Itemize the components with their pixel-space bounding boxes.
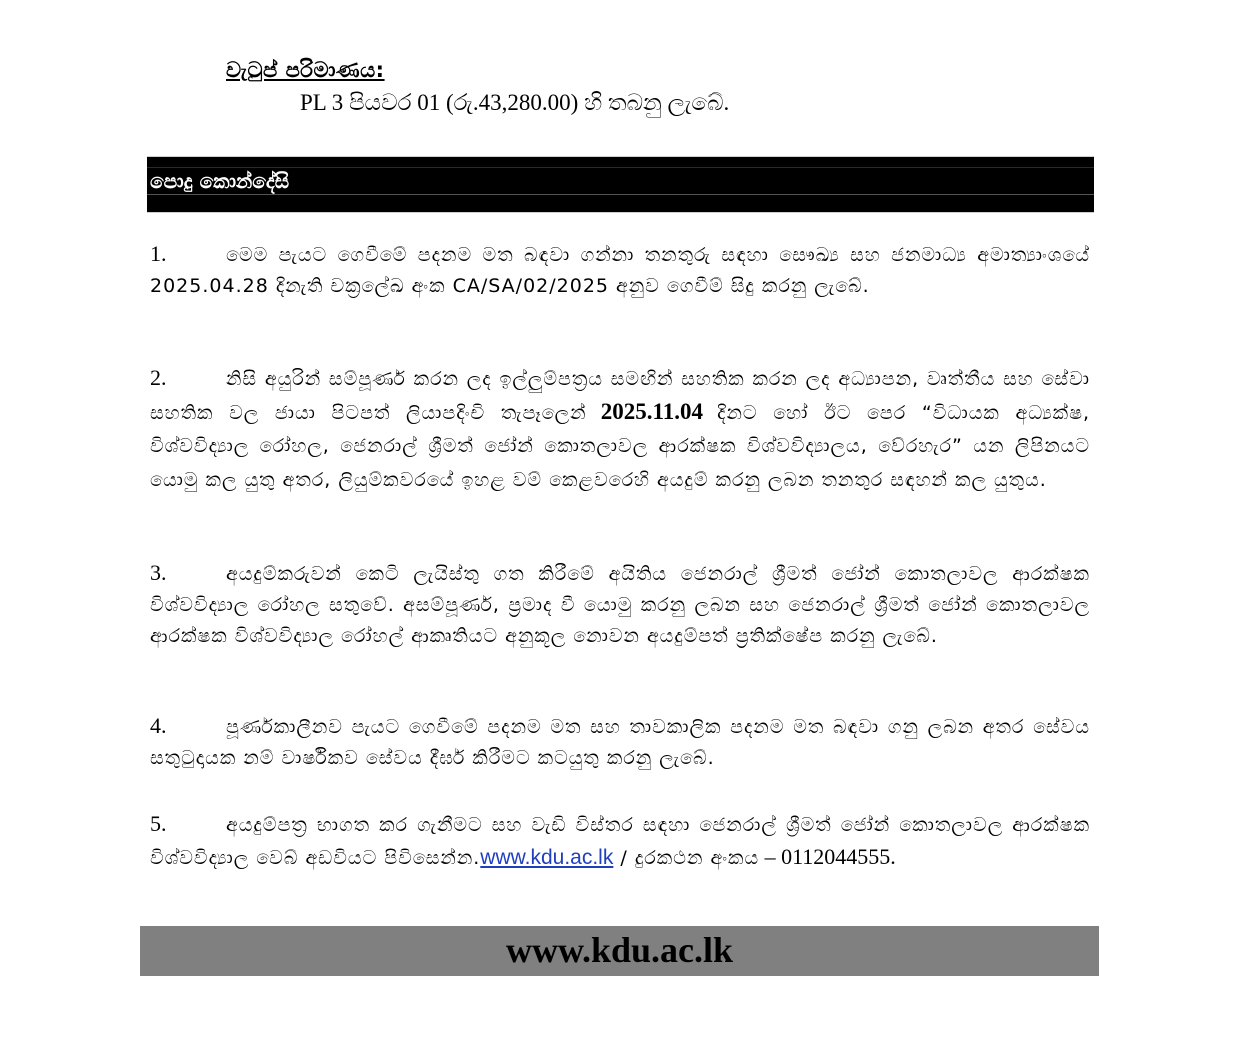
- salary-scale-text: PL 3 පියවර 01 (රු.43,280.00) හි තබනු ලැබේ.: [300, 90, 730, 115]
- clause-number: 4.: [150, 713, 167, 738]
- clause-2: [150, 362, 1090, 496]
- section-header-bar: [147, 156, 1094, 213]
- salary-scale-heading: වැටුප් පරිමාණය:: [226, 58, 385, 82]
- clause-number: 3.: [150, 560, 167, 585]
- section-title: පොදු කොන්දේසි: [150, 169, 290, 193]
- phone-number: – 0112044555.: [764, 844, 896, 869]
- clause-text: නිසි අයුරින් සම්පූර්ණ කරන ලද ඉල්ලුම්පත්‍රය සමඟින් සහතික කරන ලද අධ්‍යාපන, වෘත්තීය සහ සේවා සහතික වල ජායා පිටපත් ලියාපදිංචි තැපෑලෙන්: [150, 368, 1090, 424]
- footer-bar: [140, 926, 1099, 976]
- clause-number: 5.: [150, 811, 167, 836]
- clause-text: අයදුම්කරුවන් කෙටි ලැයිස්තු ගත කිරීමේ අයිතිය ජෙනරාල් ශ්‍රීමත් ජෝන් කොතලාවල ආරක්ෂක විශ්වවිද්‍යාල රෝහල සතුවේ. අසම්පූර්ණ, ප්‍රමාද වී යොමු කරනු ලබන සහ ජෙනරාල් ශ්‍රීමත් ජෝන් කොතලාවල ආරක්ෂක විශ්වවිද්‍යාල රෝහල් ආකෘතියට අනුකූල නොවන අයදුම්පත් ප්‍රතික්ෂේප කරනු ලැබේ.: [150, 563, 1090, 647]
- divider: [147, 167, 1094, 168]
- website-link[interactable]: www.kdu.ac.lk: [480, 846, 614, 869]
- divider: [147, 194, 1094, 195]
- clause-number: 1.: [150, 241, 167, 266]
- clause-number: 2.: [150, 365, 167, 390]
- clause-4: [150, 711, 1090, 773]
- footer-website: www.kdu.ac.lk: [505, 930, 734, 970]
- clause-text: මෙම පැයට ගෙවීමේ පදනම මත බඳවා ගන්නා තනතුරු සඳහා සෞඛ්‍ය සහ ජනමාධ්‍ය අමාත්‍යාංශයේ 2025.04.28 දිනැති චක්‍රලේඛ අංක CA/SA/02/2025 අනුව ගෙවීම් සිදු කරනු ලැබේ.: [150, 244, 1090, 297]
- clause-5: [150, 808, 1090, 874]
- deadline-date: 2025.11.04: [600, 398, 703, 424]
- clause-3: [150, 558, 1090, 651]
- clause-text: දිනට හෝ ඊට පෙර “විධායක අධ්‍යක්ෂ, විශ්වවිද්‍යාල රෝහල, ජෙනරාල් ශ්‍රීමත් ජෝන් කොතලාවල ආරක්ෂක විශ්වවිද්‍යාලය, වේරහැර” යන ලිපිනයට යොමු කල යුතු අතර, ලියුම්කවරයේ ඉහළ වම් කෙළවරෙහි අයදුම් කරනු ලබන තනතුර සඳහන් කල යුතුය.: [150, 401, 1091, 491]
- clause-1: [150, 239, 1090, 301]
- clause-text: අයදුම්පත්‍ර භාගත කර ගැනීමට සහ වැඩි විස්තර සඳහා ජෙනරාල් ශ්‍රීමත් ජෝන් කොතලාවල ආරක්ෂක විශ්වවිද්‍යාල වෙබ් අඩවියට පිවිසෙන්න.: [150, 814, 1090, 869]
- clause-text: පූර්ණකාලීනව පැයට ගෙවීමේ පදනම මත සහ තාවකාලික පදනම මත බඳවා ගනු ලබන අතර සේවය සතුටුදායක නම් වාර්ෂිකව සේවය දීර්ඝ කිරීමට කටයුතු කරනු ලැබේ.: [150, 716, 1090, 769]
- phone-label: / දුරකථන අංකය: [613, 847, 760, 869]
